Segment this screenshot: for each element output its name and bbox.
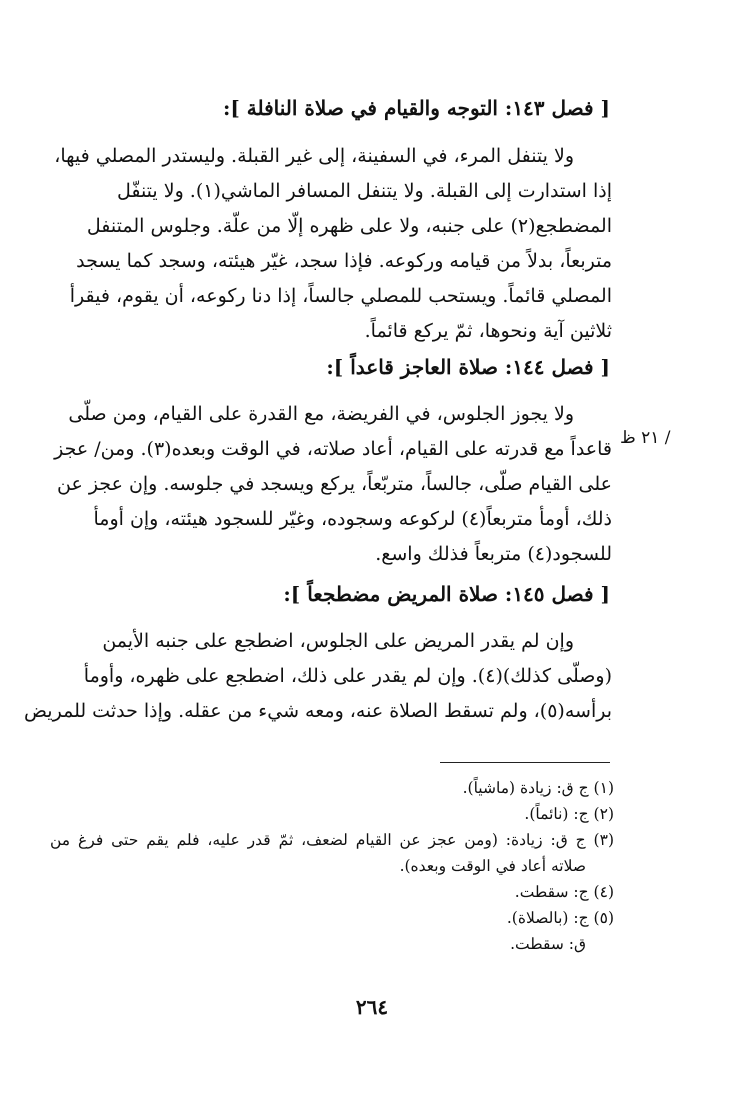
- footnotes: [50, 775, 614, 957]
- paragraph-143: [54, 139, 612, 349]
- paragraph-line: إذا استدارت إلى القبلة. ولا يتنفل المسافر الماشي(١). ولا يتنفّل: [116, 180, 612, 202]
- paragraph-line: برأسه(٥)، ولم تسقط الصلاة عنه، ومعه شيء من عقله. وإذا حدثت للمريض: [24, 700, 612, 722]
- footnote-continuation: ق: سقطت.: [510, 935, 586, 953]
- paragraph-line: المضطجع(٢) على جنبه، ولا على ظهره إلّا من علّة. وجلوس المتنفل: [86, 215, 612, 237]
- paragraph-145: [24, 624, 612, 729]
- paragraph-line: للسجود(٤) متربعاً فذلك واسع.: [375, 543, 612, 565]
- footnote: (٥) ج: (بالصلاة).: [506, 909, 614, 927]
- section-heading-144: [ فصل ١٤٤: صلاة العاجز قاعداً ]:: [326, 355, 610, 379]
- footnote-divider: [440, 762, 610, 763]
- paragraph-line: (وصلّى كذلك)(٤). وإن لم يقدر على ذلك، اضطجع على ظهره، وأومأ: [83, 665, 612, 687]
- page-number: ٢٦٤: [355, 995, 389, 1019]
- paragraph-line: على القيام صلّى، جالساً، متربّعاً، يركع ويسجد في جلوسه. وإن عجز عن: [56, 473, 612, 495]
- paragraph-line: ولا يجوز الجلوس، في الفريضة، مع القدرة على القيام، ومن صلّى: [68, 403, 574, 425]
- section-heading-145: [ فصل ١٤٥: صلاة المريض مضطجعاً ]:: [283, 582, 610, 606]
- paragraph-line: المصلي قائماً. ويستحب للمصلي جالساً، إذا دنا ركوعه، أن يقوم، فيقرأ: [69, 285, 612, 307]
- paragraph-144: [54, 397, 612, 572]
- footnote-continuation: صلاته أعاد في الوقت وبعده).: [399, 857, 586, 875]
- paragraph-line: ذلك، أومأ متربعاً(٤) لركوعه وسجوده، وغيّر للسجود هيئته، وإن أومأ: [93, 508, 612, 530]
- margin-folio-note: / ٢١ ظ: [620, 428, 671, 448]
- paragraph-line: ثلاثين آية ونحوها، ثمّ يركع قائماً.: [364, 320, 612, 342]
- section-heading-143: [ فصل ١٤٣: التوجه والقيام في صلاة النافلة ]:: [222, 96, 610, 120]
- footnote: (١) ج ق: زيادة (ماشياً).: [462, 779, 614, 797]
- paragraph-line: ولا يتنفل المرء، في السفينة، إلى غير القبلة. وليستدر المصلي فيها،: [54, 145, 574, 167]
- footnote: (٢) ج: (نائماً).: [524, 805, 614, 823]
- footnote: (٤) ج: سقطت.: [514, 883, 614, 901]
- paragraph-line: قاعداً مع قدرته على القيام، أعاد صلاته، في الوقت وبعده(٣). ومن/ عجز: [54, 438, 612, 460]
- paragraph-line: متربعاً، بدلاً من قيامه وركوعه. فإذا سجد، غيّر هيئته، وسجد كما يسجد: [76, 250, 612, 272]
- paragraph-line: وإن لم يقدر المريض على الجلوس، اضطجع على جنبه الأيمن: [102, 630, 574, 652]
- footnote: (٣) ج ق: زيادة: (ومن عجز عن القيام لضعف، ثمّ قدر عليه، فلم يقم حتى فرغ من: [50, 831, 614, 849]
